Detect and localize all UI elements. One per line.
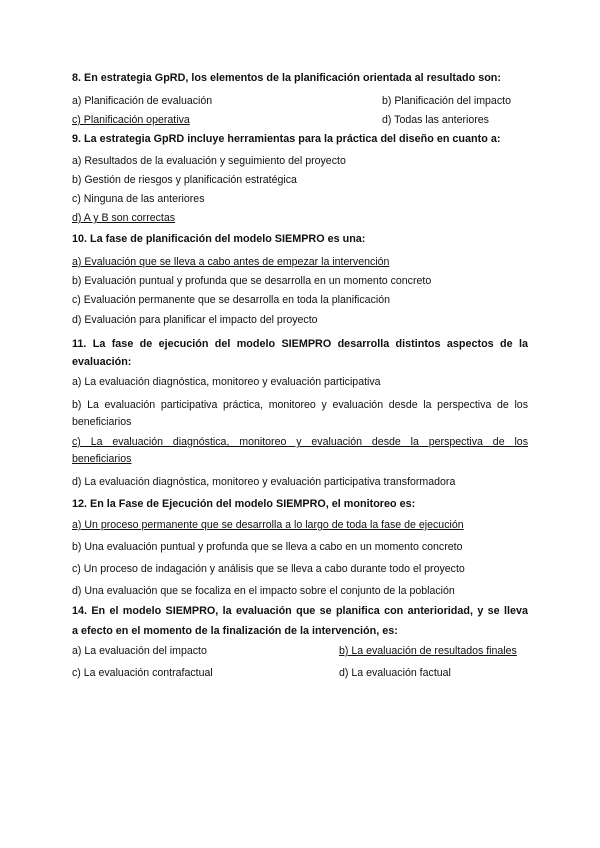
q10-option-c: c) Evaluación permanente que se desarrolla en toda la planificación	[72, 294, 391, 306]
q12-option-b: b) Una evaluación puntual y profunda que se lleva a cabo en un momento concreto	[72, 541, 463, 553]
q9-option-b: b) Gestión de riesgos y planificación estratégica	[72, 174, 297, 186]
q11-option-b-line2: beneficiarios	[72, 416, 132, 428]
question-14-title-line1: 14. En el modelo SIEMPRO, la evaluación que se planifica con anterioridad, y se lleva	[72, 605, 528, 617]
q14-option-b: b) La evaluación de resultados finales	[339, 645, 517, 657]
q11-option-c-line1: c) La evaluación diagnóstica, monitoreo y evaluación desde la perspectiva de los	[72, 436, 528, 448]
q9-option-c: c) Ninguna de las anteriores	[72, 193, 205, 205]
question-10-title: 10. La fase de planificación del modelo SIEMPRO es una:	[72, 233, 366, 245]
q8-option-a: a) Planificación de evaluación	[72, 95, 213, 107]
q11-option-d: d) La evaluación diagnóstica, monitoreo y evaluación participativa transformadora	[72, 476, 456, 488]
q10-option-b: b) Evaluación puntual y profunda que se desarrolla en un momento concreto	[72, 275, 432, 287]
question-9-title: 9. La estrategia GpRD incluye herramientas para la práctica del diseño en cuanto a:	[72, 133, 501, 145]
q14-option-d: d) La evaluación factual	[339, 667, 451, 679]
q8-option-b: b) Planificación del impacto	[382, 95, 511, 107]
question-14-title-line2: a efecto en el momento de la finalización de la intervención, es:	[72, 625, 398, 637]
q9-option-d: d) A y B son correctas	[72, 212, 176, 224]
question-8-title: 8. En estrategia GpRD, los elementos de la planificación orientada al resultado son:	[72, 72, 501, 84]
q11-option-b-line1: b) La evaluación participativa práctica, monitoreo y evaluación desde la perspectiva de los	[72, 399, 528, 411]
q9-option-a: a) Resultados de la evaluación y seguimiento del proyecto	[72, 155, 346, 167]
q11-option-c-line2: beneficiarios	[72, 453, 132, 465]
q12-option-a: a) Un proceso permanente que se desarrolla a lo largo de toda la fase de ejecución	[72, 519, 464, 531]
q8-option-d: d) Todas las anteriores	[382, 114, 489, 126]
q12-option-c: c) Un proceso de indagación y análisis que se lleva a cabo durante todo el proyecto	[72, 563, 465, 575]
q14-option-c: c) La evaluación contrafactual	[72, 667, 213, 679]
question-11-title-line1: 11. La fase de ejecución del modelo SIEMPRO desarrolla distintos aspectos de la	[72, 338, 528, 350]
question-12-title: 12. En la Fase de Ejecución del modelo SIEMPRO, el monitoreo es:	[72, 498, 416, 510]
q11-option-a: a) La evaluación diagnóstica, monitoreo y evaluación participativa	[72, 376, 381, 388]
q8-option-c: c) Planificación operativa	[72, 114, 190, 126]
question-11-title-line2: evaluación:	[72, 356, 132, 368]
q12-option-d: d) Una evaluación que se focaliza en el impacto sobre el conjunto de la población	[72, 585, 455, 597]
q10-option-a: a) Evaluación que se lleva a cabo antes de empezar la intervención	[72, 256, 390, 268]
q14-option-a: a) La evaluación del impacto	[72, 645, 207, 657]
q10-option-d: d) Evaluación para planificar el impacto del proyecto	[72, 314, 318, 326]
